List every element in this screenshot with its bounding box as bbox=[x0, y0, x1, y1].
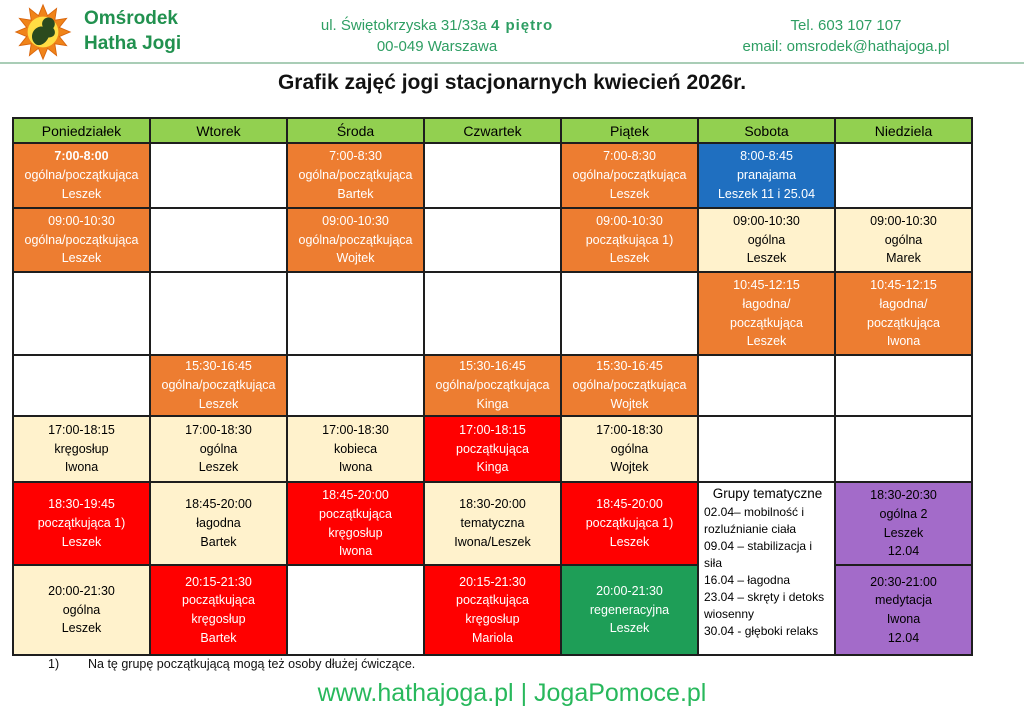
class-info: Leszek bbox=[61, 186, 102, 201]
class-time: 09:00-10:30 bbox=[733, 213, 800, 228]
day-header-row bbox=[13, 118, 972, 143]
class-time: 18:30-20:30 bbox=[870, 488, 937, 502]
schedule-row bbox=[13, 208, 972, 272]
class-time: 18:30-19:45 bbox=[48, 497, 115, 512]
address-floor: 4 piętro bbox=[490, 17, 554, 34]
class-cell bbox=[287, 416, 424, 482]
class-info: Iwona/Leszek bbox=[454, 534, 531, 549]
day-header-środa: Środa bbox=[287, 118, 424, 143]
org-name-line1: Omśrodek bbox=[84, 8, 178, 30]
empty-cell bbox=[835, 143, 972, 208]
class-time: 17:00-18:30 bbox=[322, 422, 389, 437]
class-info: ogólna/początkująca bbox=[298, 232, 413, 247]
day-header-piątek: Piątek bbox=[561, 118, 698, 143]
class-info: Iwona bbox=[886, 334, 921, 349]
class-info: Kinga bbox=[476, 396, 509, 411]
class-cell bbox=[287, 208, 424, 272]
day-header-niedziela: Niedziela bbox=[835, 118, 972, 143]
class-time: 15:30-16:45 bbox=[459, 359, 526, 374]
schedule-table bbox=[12, 117, 973, 656]
class-info: ogólna/początkująca bbox=[24, 232, 139, 247]
class-info: ogólna bbox=[747, 232, 786, 247]
class-cell bbox=[424, 482, 561, 565]
class-info: ogólna/początkująca bbox=[161, 378, 276, 393]
class-info: 12.04 bbox=[887, 544, 920, 559]
class-info: Wojtek bbox=[336, 251, 375, 266]
class-time: 7:00-8:30 bbox=[329, 149, 382, 164]
class-info: kręgosłup bbox=[191, 612, 246, 626]
contact-block bbox=[678, 15, 1014, 57]
class-info: Bartek bbox=[200, 534, 237, 549]
class-info: początkująca 1) bbox=[37, 516, 126, 531]
class-cell bbox=[13, 482, 150, 565]
empty-cell bbox=[835, 416, 972, 482]
footnote-text: Na tę grupę początkującą mogą też osoby dłużej ćwiczące. bbox=[88, 657, 416, 671]
class-info: Iwona bbox=[338, 460, 373, 475]
class-info: Leszek bbox=[609, 534, 650, 549]
class-info: Wojtek bbox=[610, 396, 649, 411]
schedule-row bbox=[13, 355, 972, 416]
address-street: ul. Świętokrzyska 31/33a bbox=[320, 17, 487, 34]
class-info: Bartek bbox=[337, 186, 374, 201]
class-time: 15:30-16:45 bbox=[185, 359, 252, 374]
class-info: początkująca 1) bbox=[585, 232, 674, 247]
empty-cell bbox=[698, 355, 835, 416]
class-time: 20:30-21:00 bbox=[870, 574, 937, 589]
class-info: Mariola bbox=[472, 630, 513, 645]
footer-site-link[interactable]: www.hathajoga.pl bbox=[317, 679, 514, 707]
class-info: kręgosłup bbox=[328, 525, 383, 540]
class-cell bbox=[150, 565, 287, 655]
class-info: Leszek bbox=[61, 534, 102, 549]
empty-cell bbox=[698, 416, 835, 482]
schedule-row bbox=[13, 272, 972, 355]
empty-cell bbox=[13, 272, 150, 355]
class-info: Leszek bbox=[61, 621, 102, 636]
thematic-item: 23.04 – skręty i detoks wiosenny bbox=[704, 590, 825, 622]
class-time: 20:00-21:30 bbox=[596, 583, 663, 598]
class-time: 20:00-21:30 bbox=[48, 583, 115, 598]
class-time: 18:30-20:00 bbox=[459, 497, 526, 512]
day-header-sobota: Sobota bbox=[698, 118, 835, 143]
address-line1 bbox=[262, 15, 612, 36]
schedule-row bbox=[13, 143, 972, 208]
footnote bbox=[48, 657, 415, 671]
class-time: 20:15-21:30 bbox=[185, 574, 252, 589]
page-title: Grafik zajęć jogi stacjonarnych kwiecień 2026r. bbox=[277, 71, 747, 94]
class-time: 10:45-12:15 bbox=[733, 278, 800, 292]
class-cell bbox=[561, 355, 698, 416]
class-info: ogólna bbox=[199, 441, 238, 456]
class-info: 12.04 bbox=[887, 630, 920, 645]
class-time: 7:00-8:00 bbox=[54, 149, 109, 164]
empty-cell bbox=[150, 143, 287, 208]
class-info: początkująca bbox=[456, 441, 529, 456]
class-time: 18:45-20:00 bbox=[596, 497, 663, 512]
schedule-body bbox=[13, 143, 972, 655]
class-cell bbox=[835, 208, 972, 272]
day-header-wtorek: Wtorek bbox=[150, 118, 287, 143]
class-info: Leszek bbox=[609, 621, 650, 636]
class-time: 17:00-18:15 bbox=[48, 422, 115, 437]
class-info: początkująca bbox=[182, 593, 255, 608]
class-info: Leszek bbox=[198, 460, 239, 475]
class-info: Leszek bbox=[883, 525, 924, 540]
class-info: Leszek bbox=[609, 186, 650, 201]
class-cell bbox=[561, 482, 698, 565]
address-city: 00-049 Warszawa bbox=[376, 38, 498, 55]
class-time: 20:15-21:30 bbox=[459, 574, 526, 589]
class-info: łagodna/ bbox=[879, 296, 928, 311]
class-info: ogólna/początkująca bbox=[298, 168, 413, 183]
class-info: Leszek bbox=[746, 251, 787, 266]
thematic-item: 16.04 – łagodna bbox=[704, 573, 791, 588]
footer-partner-link[interactable]: JogaPomoce.pl bbox=[534, 679, 707, 707]
class-cell bbox=[835, 272, 972, 355]
class-time: 10:45-12:15 bbox=[870, 278, 937, 292]
class-info: ogólna/początkująca bbox=[572, 168, 687, 183]
class-info: ogólna/początkująca bbox=[572, 378, 687, 393]
class-info: początkująca bbox=[730, 315, 803, 330]
class-info: ogólna/początkująca bbox=[435, 378, 550, 393]
class-info: Iwona bbox=[338, 544, 373, 559]
empty-cell bbox=[424, 143, 561, 208]
class-time: 09:00-10:30 bbox=[870, 213, 937, 228]
class-time: 17:00-18:30 bbox=[596, 422, 663, 437]
class-info: początkująca bbox=[867, 315, 940, 330]
class-time: 18:45-20:00 bbox=[185, 497, 252, 512]
class-time: 15:30-16:45 bbox=[596, 359, 663, 374]
schedule-row bbox=[13, 416, 972, 482]
class-cell bbox=[561, 416, 698, 482]
empty-cell bbox=[150, 272, 287, 355]
class-time: 7:00-8:30 bbox=[603, 149, 656, 164]
class-info: ogólna bbox=[884, 232, 923, 247]
class-info: łagodna/ bbox=[742, 296, 791, 311]
header-divider bbox=[0, 62, 1024, 64]
class-cell bbox=[150, 355, 287, 416]
sun-yoga-logo-icon bbox=[14, 3, 72, 61]
class-cell bbox=[698, 272, 835, 355]
empty-cell bbox=[424, 272, 561, 355]
footer-links bbox=[0, 679, 1024, 708]
class-cell bbox=[561, 565, 698, 655]
class-info: Kinga bbox=[476, 460, 509, 475]
class-cell bbox=[424, 416, 561, 482]
empty-cell bbox=[287, 272, 424, 355]
class-time: 18:45-20:00 bbox=[322, 488, 389, 502]
org-name-line2: Hatha Jogi bbox=[84, 33, 182, 54]
letterhead-brand bbox=[14, 3, 181, 61]
class-time: 17:00-18:15 bbox=[459, 422, 526, 437]
class-info: ogólna 2 bbox=[879, 506, 928, 521]
class-info: kobieca bbox=[333, 441, 378, 456]
class-info: kręgosłup bbox=[465, 612, 520, 626]
class-info: ogólna/początkująca bbox=[24, 168, 139, 183]
class-info: Marek bbox=[886, 251, 921, 266]
class-info: początkująca 1) bbox=[585, 516, 674, 531]
class-cell bbox=[835, 482, 972, 565]
class-info: Leszek bbox=[609, 251, 650, 266]
class-info: Leszek bbox=[198, 396, 239, 411]
class-cell bbox=[561, 143, 698, 208]
class-info: łagodna bbox=[196, 516, 241, 531]
class-info: Iwona bbox=[886, 612, 921, 626]
footnote-marker: 1) bbox=[48, 657, 60, 671]
class-cell bbox=[698, 208, 835, 272]
class-info: ogólna bbox=[610, 441, 649, 456]
thematic-item: 02.04– mobilność i rozluźnianie ciała bbox=[704, 505, 805, 537]
org-name bbox=[84, 7, 181, 56]
class-cell bbox=[13, 565, 150, 655]
empty-cell bbox=[561, 272, 698, 355]
class-info: Iwona bbox=[64, 460, 99, 475]
empty-cell bbox=[424, 208, 561, 272]
class-info: początkująca bbox=[319, 506, 392, 521]
class-cell bbox=[287, 143, 424, 208]
empty-cell bbox=[835, 355, 972, 416]
class-cell bbox=[835, 565, 972, 655]
address-block bbox=[262, 15, 612, 57]
phone-number: Tel. 603 107 107 bbox=[790, 17, 902, 34]
class-time: 09:00-10:30 bbox=[596, 213, 663, 228]
class-info: początkująca bbox=[456, 593, 529, 608]
class-time: 09:00-10:30 bbox=[322, 213, 389, 228]
empty-cell bbox=[13, 355, 150, 416]
class-cell bbox=[561, 208, 698, 272]
class-info: pranajama bbox=[736, 168, 797, 183]
class-info: Bartek bbox=[200, 630, 237, 645]
class-info: regeneracyjna bbox=[589, 602, 670, 617]
class-cell bbox=[424, 355, 561, 416]
empty-cell bbox=[150, 208, 287, 272]
class-time: 09:00-10:30 bbox=[48, 213, 115, 228]
class-info: Wojtek bbox=[610, 460, 649, 475]
day-header-czwartek: Czwartek bbox=[424, 118, 561, 143]
class-info: ogólna bbox=[62, 602, 101, 617]
empty-cell bbox=[287, 355, 424, 416]
class-info: medytacja bbox=[875, 593, 932, 608]
class-cell bbox=[13, 208, 150, 272]
empty-cell bbox=[287, 565, 424, 655]
class-cell bbox=[150, 416, 287, 482]
class-info: kręgosłup bbox=[54, 441, 109, 456]
email-address[interactable]: email: omsrodek@hathajoga.pl bbox=[742, 38, 950, 55]
thematic-item: 30.04 - głęboki relaks bbox=[704, 624, 819, 639]
class-time: 8:00-8:45 bbox=[740, 149, 793, 164]
class-info: Leszek bbox=[746, 334, 787, 349]
class-info: tematyczna bbox=[460, 516, 525, 531]
schedule-row bbox=[13, 482, 972, 565]
class-cell bbox=[287, 482, 424, 565]
thematic-item: 09.04 – stabilizacja i siła bbox=[704, 539, 813, 571]
class-cell bbox=[150, 482, 287, 565]
day-header-poniedziałek: Poniedziałek bbox=[13, 118, 150, 143]
class-cell bbox=[698, 143, 835, 208]
class-cell bbox=[13, 416, 150, 482]
class-cell bbox=[13, 143, 150, 208]
thematic-groups-cell bbox=[698, 482, 835, 655]
class-info: Leszek 11 i 25.04 bbox=[717, 186, 816, 201]
footer-separator: | bbox=[520, 679, 528, 707]
class-time: 17:00-18:30 bbox=[185, 422, 252, 437]
class-cell bbox=[424, 565, 561, 655]
thematic-title: Grupy tematyczne bbox=[712, 486, 823, 501]
class-info: Leszek bbox=[61, 251, 102, 266]
